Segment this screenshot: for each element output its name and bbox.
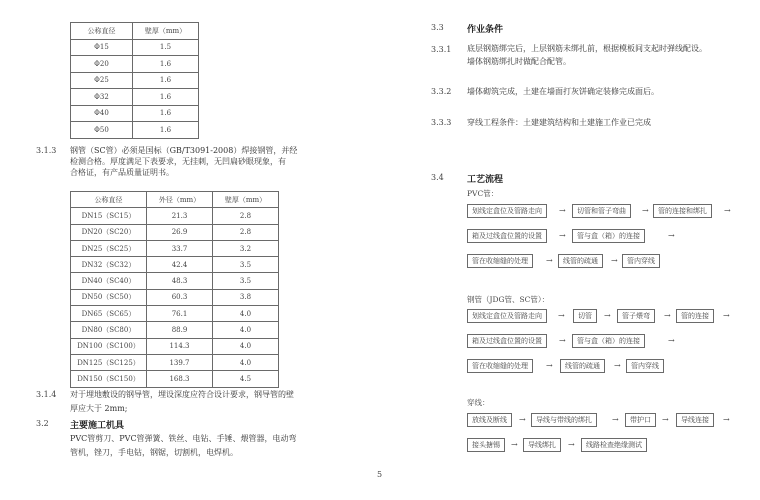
flow-step: 划线定盒位及管路走向 <box>467 309 547 323</box>
table-cell: 88.9 <box>147 322 213 338</box>
table-cell: 1.6 <box>133 105 199 122</box>
arrow-icon: → <box>662 415 669 424</box>
flow-step: 管与盒（箱）的连接 <box>572 334 645 348</box>
arrow-icon: → <box>611 256 618 265</box>
flow-step: 线管的疏通 <box>560 359 605 373</box>
flow-step: 管内穿线 <box>622 254 660 268</box>
section-number: 3.1.4 <box>36 390 57 399</box>
column-header: 壁厚（mm） <box>213 192 279 208</box>
paragraph-line: 墙体钢筋绑扎时做配合配管。 <box>467 57 571 66</box>
table-cell: Φ50 <box>71 122 133 139</box>
table-cell: 114.3 <box>147 338 213 354</box>
flow-step: 箱及过线盒位置的设置 <box>467 229 547 243</box>
section-number: 3.1.3 <box>36 146 57 155</box>
table-cell: 42.4 <box>147 257 213 273</box>
paragraph-line: 管机，锉刀，手电钻，钢锯，切割机，电焊机。 <box>70 448 238 457</box>
paragraph-line: PVC管剪刀、PVC管弹簧、铁丝、电钻、手锤、煨管器，电动弯 <box>70 434 297 443</box>
table-cell: DN20（SC20） <box>71 224 147 240</box>
table-cell: 2.8 <box>213 224 279 240</box>
flow-label-steel: 钢管（JDG管、SC管）： <box>467 295 550 304</box>
table-cell: 2.8 <box>213 208 279 224</box>
table-row <box>71 72 199 89</box>
table-cell: DN125（SC125） <box>71 354 147 370</box>
arrow-icon: → <box>668 231 675 240</box>
table-cell: 3.8 <box>213 289 279 305</box>
table-cell: 21.3 <box>147 208 213 224</box>
column-header: 壁厚（mm） <box>133 23 199 40</box>
table-cell: DN100（SC100） <box>71 338 147 354</box>
table-cell: 4.0 <box>213 306 279 322</box>
flow-step: 管在收缩缝的处理 <box>467 359 533 373</box>
table-cell: 3.2 <box>213 240 279 256</box>
page-number: 5 <box>377 470 383 479</box>
table-cell: 1.6 <box>133 72 199 89</box>
arrow-icon: → <box>559 336 566 345</box>
arrow-icon: → <box>568 440 575 449</box>
arrow-icon: → <box>604 311 611 320</box>
table-cell: Φ15 <box>71 39 133 56</box>
paragraph-line: 钢管（SC管）必须是国标（GB/T3091-2008）焊接钢管，并经 <box>70 146 298 155</box>
flow-label-pvc: PVC管： <box>467 189 499 198</box>
table-row <box>71 56 199 73</box>
table-cell: DN65（SC65） <box>71 306 147 322</box>
table-row <box>71 354 279 370</box>
section-number: 3.4 <box>431 173 444 182</box>
table-cell: 76.1 <box>147 306 213 322</box>
table-row <box>71 105 199 122</box>
section-title: 主要施工机具 <box>70 421 125 431</box>
table-row <box>71 39 199 56</box>
paragraph-line: 穿线工程条件：土建建筑结构和土建施工作业已完成 <box>467 118 651 127</box>
arrow-icon: → <box>723 415 730 424</box>
table-cell: 3.5 <box>213 257 279 273</box>
table-cell: 1.5 <box>133 39 199 56</box>
table-cell: DN25（SC25） <box>71 240 147 256</box>
flow-step: 管内穿线 <box>626 359 664 373</box>
flow-step: 箱及过线盒位置的设置 <box>467 334 547 348</box>
table-cell: Φ32 <box>71 89 133 106</box>
paragraph-line: 合格证，有产品质量证明书。 <box>70 168 174 177</box>
table-cell: 48.3 <box>147 273 213 289</box>
table-row <box>71 322 279 338</box>
pipe-wall-thickness-table <box>70 22 199 139</box>
table-cell: 4.0 <box>213 354 279 370</box>
table-cell: DN80（SC80） <box>71 322 147 338</box>
table-cell: DN50（SC50） <box>71 289 147 305</box>
arrow-icon: → <box>546 361 553 370</box>
arrow-icon: → <box>664 311 671 320</box>
arrow-icon: → <box>511 440 518 449</box>
paragraph-line: 厚应大于 2mm; <box>70 404 128 413</box>
column-header: 公称直径 <box>71 23 133 40</box>
table-cell: DN40（SC40） <box>71 273 147 289</box>
table-cell: 26.9 <box>147 224 213 240</box>
section-number: 3.3.2 <box>431 87 452 96</box>
flow-step: 管与盒（箱）的连接 <box>572 229 645 243</box>
table-row <box>71 89 199 106</box>
arrow-icon: → <box>519 415 526 424</box>
flow-step: 导线连接 <box>676 413 714 427</box>
arrow-icon: → <box>614 361 621 370</box>
flow-step: 管子煨弯 <box>617 309 655 323</box>
section-title: 作业条件 <box>467 25 504 35</box>
table-cell: 4.0 <box>213 338 279 354</box>
flow-step: 线路检查绝缘测试 <box>581 438 647 452</box>
section-number: 3.3.1 <box>431 45 452 54</box>
flow-step: 管的连接 <box>676 309 714 323</box>
table-row <box>71 208 279 224</box>
table-row <box>71 257 279 273</box>
table-cell: Φ25 <box>71 72 133 89</box>
section-number: 3.2 <box>36 419 49 428</box>
table-row <box>71 273 279 289</box>
flow-step: 导线与带线的绑扎 <box>531 413 597 427</box>
table-header-row <box>71 192 279 208</box>
table-cell: 1.6 <box>133 122 199 139</box>
arrow-icon: → <box>559 231 566 240</box>
flow-step: 划线定盒位及管路走向 <box>467 204 547 218</box>
table-row <box>71 122 199 139</box>
table-row <box>71 289 279 305</box>
section-number: 3.3 <box>431 23 444 32</box>
flow-step: 接头搪锡 <box>467 438 505 452</box>
table-cell: 4.0 <box>213 322 279 338</box>
flow-step: 带护口 <box>625 413 656 427</box>
flow-step: 管在收缩缝的处理 <box>467 254 533 268</box>
table-cell: 33.7 <box>147 240 213 256</box>
section-title: 工艺流程 <box>467 175 504 185</box>
table-cell: DN150（SC150） <box>71 371 147 387</box>
table-cell: 168.3 <box>147 371 213 387</box>
flow-label-wiring: 穿线： <box>467 398 490 407</box>
table-row <box>71 306 279 322</box>
table-cell: 1.6 <box>133 56 199 73</box>
table-cell: Φ40 <box>71 105 133 122</box>
column-header: 外径（mm） <box>147 192 213 208</box>
table-row <box>71 224 279 240</box>
flow-step: 管的连接和绑扎 <box>653 204 712 218</box>
arrow-icon: → <box>724 206 731 215</box>
paragraph-line: 对于埋地敷设的钢导管，埋设深度应符合设计要求，钢导管的壁 <box>70 390 294 399</box>
flow-step: 切管和管子弯曲 <box>572 204 631 218</box>
table-cell: Φ20 <box>71 56 133 73</box>
paragraph-line: 底层钢筋绑完后，上层钢筋未绑扎前，根据模板间支起时弹线配设。 <box>467 44 707 53</box>
table-cell: 1.6 <box>133 89 199 106</box>
table-row <box>71 240 279 256</box>
table-cell: 60.3 <box>147 289 213 305</box>
arrow-icon: → <box>612 415 619 424</box>
table-cell: DN15（SC15） <box>71 208 147 224</box>
flow-step: 线管的疏通 <box>558 254 603 268</box>
arrow-icon: → <box>668 336 675 345</box>
arrow-icon: → <box>642 206 649 215</box>
table-cell: 4.5 <box>213 371 279 387</box>
table-cell: DN32（SC32） <box>71 257 147 273</box>
table-cell: 3.5 <box>213 273 279 289</box>
paragraph-line: 检测合格。厚度满足下表要求，无挂刺，无凹扁砂眼现象，有 <box>70 157 286 166</box>
arrow-icon: → <box>558 311 565 320</box>
steel-pipe-spec-table <box>70 191 279 388</box>
flow-step: 放线及断线 <box>467 413 512 427</box>
table-row <box>71 338 279 354</box>
arrow-icon: → <box>723 311 730 320</box>
table-row <box>71 371 279 387</box>
table-cell: 139.7 <box>147 354 213 370</box>
table-header-row <box>71 23 199 40</box>
paragraph-line: 墙体砌筑完成，土建在墙面打灰饼确定装修完成面后。 <box>467 87 659 96</box>
flow-step: 导线绑扎 <box>523 438 561 452</box>
column-header: 公称直径 <box>71 192 147 208</box>
arrow-icon: → <box>559 206 566 215</box>
arrow-icon: → <box>546 256 553 265</box>
section-number: 3.3.3 <box>431 118 452 127</box>
flow-step: 切管 <box>573 309 597 323</box>
